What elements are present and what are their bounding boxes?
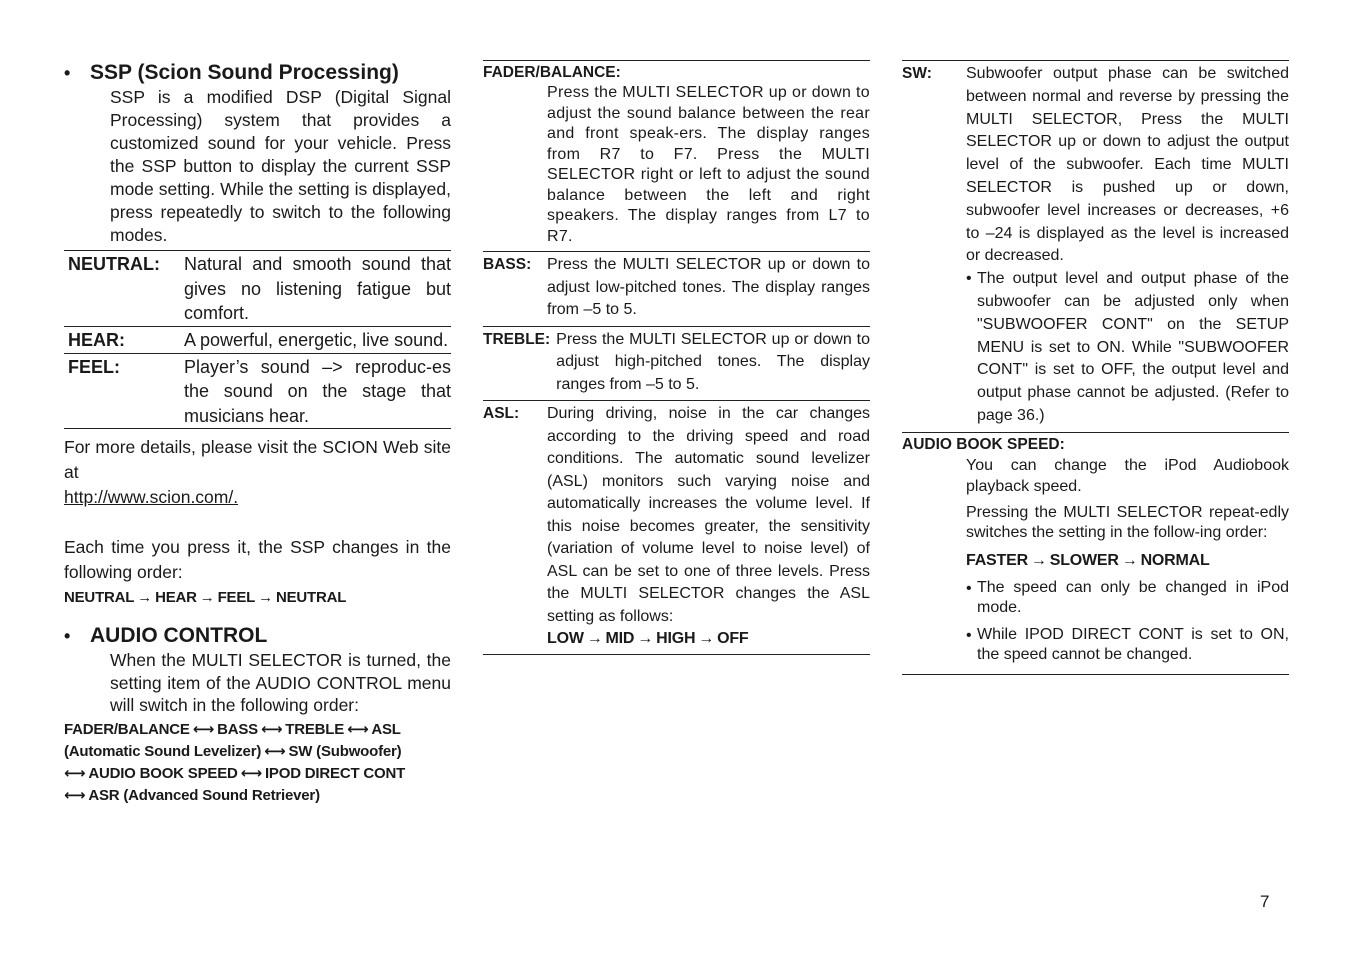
treble-text: Press the MULTI SELECTOR up or down to adjust high-pitched tones. The display ranges from –5 to 5. [556, 330, 870, 393]
seq-item: FASTER [966, 551, 1028, 569]
mode-key: NEUTRAL: [68, 254, 160, 274]
asl-text: During driving, noise in the car changes according to the driving speed and road conditions. The automatic sound levelizer (ASL) monitors such varying noise and automatically increases the volume level. If this noise becomes greater, the sensitivity (variation of volume level to noise level) of ASL can be set to one of three levels. Press the MULTI SELECTOR changes the ASL setting as follows: [547, 405, 870, 625]
fader-balance-text: Press the MULTI SELECTOR up or down to adjust the sound balance between the rear and front speak-ers. The display ranges from R7 to F7. Press the MULTI SELECTOR right or left to adjust the sound balance between the left and right speakers. The display ranges from L7 to R7. [547, 84, 870, 245]
bullet-icon: • [966, 579, 972, 597]
treble-entry [483, 327, 870, 402]
ssp-intro: SSP is a modified DSP (Digital Signal Processing) system that provides a customized sound for your vehicle. Press the SSP button to display the current SSP mode setting. While the setting is displayed, press repeatedly to switch to the following modes. [110, 87, 451, 245]
bullet-icon: • [64, 63, 71, 83]
column-right [902, 60, 1289, 675]
seq-item: SLOWER [1049, 551, 1119, 569]
seq-item: MID [605, 630, 635, 647]
column-left [64, 58, 451, 807]
seq-item: AUDIO BOOK SPEED [88, 764, 238, 782]
arrow-icon: → [698, 630, 715, 647]
order-line [64, 785, 451, 807]
audio-book-speed-label: AUDIO BOOK SPEED: [902, 435, 1065, 453]
fader-balance-label: FADER/BALANCE: [483, 64, 621, 81]
audio-book-note-text: The speed can only be changed in iPod mode. [977, 578, 1289, 617]
bullet-icon: • [966, 626, 972, 644]
mode-desc: A powerful, energetic, live sound. [184, 329, 449, 350]
mode-key: FEEL: [68, 356, 120, 377]
double-arrow-icon: ⟷ [260, 720, 283, 738]
seq-item: HEAR [155, 589, 197, 606]
bass-entry [483, 252, 870, 327]
asl-sequence [547, 628, 870, 650]
seq-item: BASS [217, 720, 258, 738]
seq-item: FADER/BALANCE [64, 720, 190, 738]
seq-item: FEEL [217, 589, 256, 606]
seq-item: (Automatic Sound Levelizer) [64, 742, 262, 760]
mode-row-feel [64, 354, 451, 430]
audio-book-note-1 [966, 578, 1289, 619]
arrow-icon: → [199, 589, 215, 606]
ssp-mode-table [64, 250, 451, 429]
mode-row-hear [64, 327, 451, 354]
seq-item: NEUTRAL [275, 589, 347, 606]
seq-item: ASR (Advanced Sound Retriever) [88, 786, 320, 804]
asl-label: ASL: [483, 405, 520, 422]
mode-desc: Player’s sound –> reproduc-es the sound on the stage that musicians hear. [184, 356, 451, 426]
arrow-icon: → [586, 630, 603, 647]
scion-url-link[interactable]: http://www.scion.com/. [64, 487, 239, 507]
sw-note-text: The output level and output phase of the subwoofer can be adjusted only when "SUBWOOFER CONT" on the SETUP MENU is set to ON. While "SUBWOOFER CONT" is set to OFF, the output level and output phase cannot be adjusted. (Refer to page 36.) [977, 270, 1289, 424]
double-arrow-icon: ⟷ [64, 764, 86, 782]
column-middle [483, 60, 870, 655]
seq-item: NEUTRAL [64, 589, 135, 606]
treble-label: TREBLE: [483, 330, 551, 348]
mode-key: HEAR: [68, 329, 125, 350]
double-arrow-icon: ⟷ [192, 720, 215, 738]
ssp-heading-text: SSP (Scion Sound Processing) [90, 61, 399, 84]
bullet-icon: • [64, 626, 71, 646]
arrow-icon: → [137, 589, 153, 606]
seq-item: HIGH [656, 630, 696, 647]
arrow-icon: → [258, 589, 273, 606]
bass-text: Press the MULTI SELECTOR up or down to adjust low-pitched tones. The display ranges from –5 to 5. [547, 256, 870, 318]
mode-row-neutral [64, 251, 451, 327]
audio-book-speed-entry [902, 433, 1289, 675]
sw-entry [902, 60, 1289, 433]
ssp-order-sequence [64, 587, 451, 609]
audio-book-speed-text2: Pressing the MULTI SELECTOR repeat-edly switches the setting in the follow-ing order: [966, 503, 1289, 542]
audio-control-heading [64, 623, 451, 649]
sw-text: Subwoofer output phase can be switched between normal and reverse by pressing the MULTI SELECTOR, Press the MULTI SELECTOR up or down to adjust the output level of the subwoofer. Each time MULTI SELECTOR is pushed up or down, subwoofer level increases or decreases, +6 to –24 is displayed as the level is increased or decreased. [966, 65, 1289, 265]
audio-book-speed-text1: You can change the iPod Audiobook playback speed. [966, 456, 1289, 495]
audio-book-speed-sequence [966, 550, 1289, 572]
seq-item: SW (Subwoofer) [288, 742, 402, 760]
ssp-order-text: Each time you press it, the SSP changes in the following order: [64, 537, 451, 582]
double-arrow-icon: ⟷ [64, 786, 86, 804]
order-line [64, 763, 451, 785]
seq-item: LOW [547, 630, 584, 647]
bass-label: BASS: [483, 256, 532, 273]
asl-entry [483, 401, 870, 655]
seq-item: IPOD DIRECT CONT [264, 764, 406, 782]
seq-item: NORMAL [1140, 551, 1210, 569]
double-arrow-icon: ⟷ [347, 720, 369, 738]
seq-item: OFF [717, 630, 749, 647]
ssp-heading [64, 60, 451, 86]
audio-control-intro: When the MULTI SELECTOR is turned, the setting item of the AUDIO CONTROL menu will switch in the following order: [110, 650, 451, 715]
double-arrow-icon: ⟷ [240, 764, 262, 782]
audio-control-order [64, 719, 451, 807]
audio-book-note-text: While IPOD DIRECT CONT is set to ON, the speed cannot be changed. [977, 625, 1289, 664]
arrow-icon: → [1030, 551, 1047, 569]
page-number: 7 [1260, 892, 1270, 911]
audio-book-note-2 [966, 625, 1289, 666]
ssp-details: For more details, please visit the SCION Web site at [64, 437, 451, 482]
arrow-icon: → [637, 630, 654, 647]
sw-note [966, 268, 1289, 428]
bullet-icon: • [966, 270, 972, 288]
seq-item: ASL [371, 720, 401, 738]
fader-balance-entry [483, 60, 870, 252]
arrow-icon: → [1121, 551, 1138, 569]
double-arrow-icon: ⟷ [264, 742, 286, 760]
seq-item: TREBLE [285, 720, 345, 738]
order-line [64, 741, 451, 763]
order-line [64, 719, 451, 741]
mode-desc: Natural and smooth sound that gives no listening fatigue but comfort. [184, 254, 451, 323]
sw-label: SW: [902, 65, 932, 82]
audio-control-heading-text: AUDIO CONTROL [90, 624, 268, 647]
